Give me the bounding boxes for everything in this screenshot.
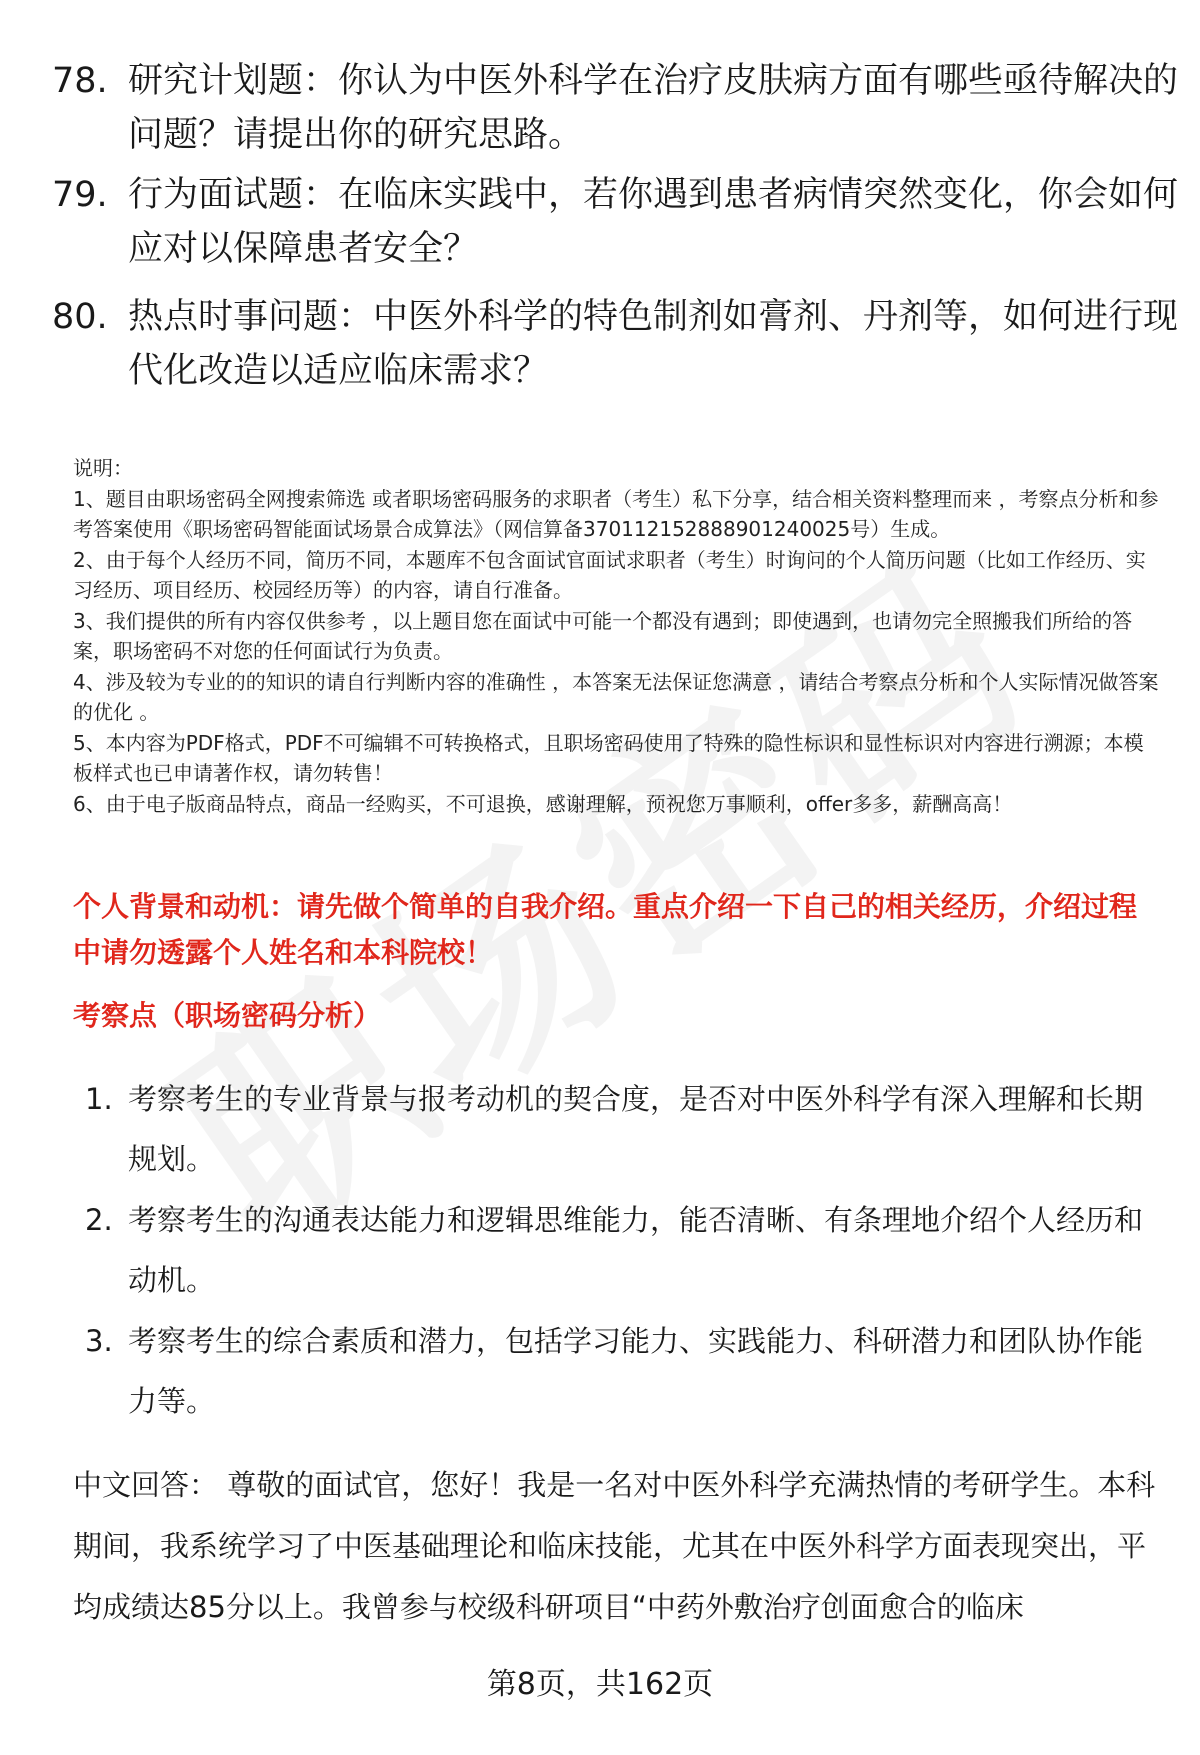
point-number: 1. — [85, 1082, 113, 1116]
note-item: 1、题目由职场密码全网搜索筛选 或者职场密码服务的求职者（考生）私下分享，结合相关资料整理而来 ，考察点分析和参考答案使用《职场密码智能面试场景合成算法》（网信算备370112152888901240025号）生成。 — [73, 486, 1159, 541]
note-item: 3、我们提供的所有内容仅供参考 ，以上题目您在面试中可能一个都没有遇到；即使遇到，也请勿完全照搬我们所给的答案，职场密码不对您的任何面试行为负责。 — [73, 608, 1133, 663]
note-item: 2、由于每个人经历不同，简历不同，本题库不包含面试官面试求职者（考生）时询问的个人简历问题（比如工作经历、实习经历、项目经历、校园经历等）的内容，请自行准备。 — [73, 547, 1146, 602]
page-footer: 第8页，共162页 — [486, 1667, 714, 1702]
notes-heading: 说明： — [73, 456, 133, 480]
assessment-title: 考察点（职场密码分析） — [73, 999, 382, 1032]
question-text: 行为面试题：在临床实践中，若你遇到患者病情突然变化，你会如何应对以保障患者安全？ — [128, 175, 1179, 269]
note-item: 5、本内容为PDF格式，PDF不可编辑不可转换格式，且职场密码使用了特殊的隐性标识和显性标识对内容进行溯源；本模板样式也已申请著作权，请勿转售！ — [73, 730, 1144, 785]
note-item: 6、由于电子版商品特点，商品一经购买，不可退换，感谢理解，预祝您万事顺利，offer多多，薪酬高高！ — [73, 791, 1013, 816]
notes-section — [73, 453, 1163, 819]
point-text: 考察考生的综合素质和潜力，包括学习能力、实践能力、科研潜力和团队协作能力等。 — [128, 1324, 1144, 1418]
question-text: 研究计划题：你认为中医外科学在治疗皮肤病方面有哪些亟待解决的问题？请提出你的研究思路。 — [128, 61, 1179, 155]
point-number: 2. — [85, 1203, 113, 1237]
point-text: 考察考生的沟通表达能力和逻辑思维能力，能否清晰、有条理地介绍个人经历和动机。 — [128, 1203, 1144, 1297]
point-number: 3. — [85, 1324, 113, 1358]
point-text: 考察考生的专业背景与报考动机的契合度，是否对中医外科学有深入理解和长期规划。 — [128, 1082, 1144, 1176]
note-item: 4、涉及较为专业的的知识的请自行判断内容的准确性 ，本答案无法保证您满意 ，请结合考察点分析和个人实际情况做答案的优化 。 — [73, 669, 1159, 724]
question-number: 79. — [52, 175, 108, 215]
question-number: 80. — [52, 297, 108, 337]
question-text: 热点时事问题：中医外科学的特色制剂如膏剂、丹剂等，如何进行现代化改造以适应临床需求？ — [128, 297, 1179, 391]
question-number: 78. — [52, 61, 108, 101]
chinese-answer: 中文回答： 尊敬的面试官，您好！我是一名对中医外科学充满热情的考研学生。本科期间，我系统学习了中医基础理论和临床技能，尤其在中医外科学方面表现突出，平均成绩达85分以上。我曾参与校级科研项目“中药外敷治疗创面愈合的临床 — [73, 1468, 1156, 1624]
interview-question-heading: 个人背景和动机：请先做个简单的自我介绍。重点介绍一下自己的相关经历，介绍过程中请勿透露个人姓名和本科院校！ — [73, 890, 1138, 969]
